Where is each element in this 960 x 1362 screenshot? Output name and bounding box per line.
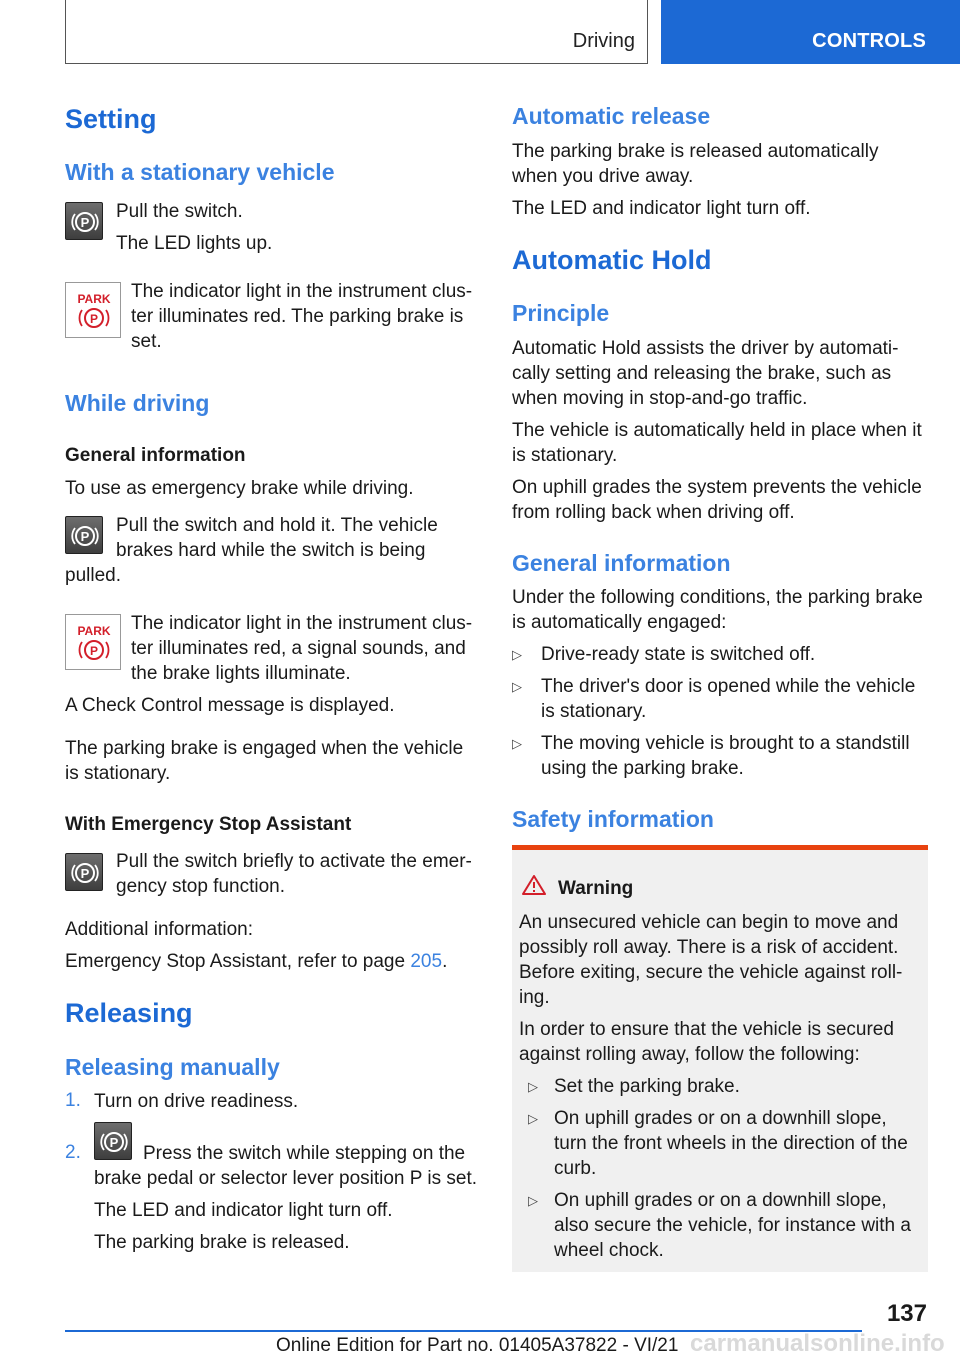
park-indicator-icon xyxy=(65,282,121,338)
bullet-triangle-icon: ▷ xyxy=(512,736,522,751)
text-bullet2-l2: is stationary. xyxy=(541,701,647,722)
text-principle-l3: when moving in stop-and-go traffic. xyxy=(512,388,808,409)
header-chapter-tab xyxy=(661,0,960,64)
text-conditions-l1: Under the following conditions, the parking brake xyxy=(512,587,923,608)
warning-b3-l3: wheel chock. xyxy=(554,1240,664,1261)
heading-stationary: With a stationary vehicle xyxy=(65,159,335,185)
text-bullet1: Drive-ready state is switched off. xyxy=(541,644,816,665)
text-indicator2-l1: The indicator light in the instrument clus‐ xyxy=(131,613,473,634)
parking-switch-icon xyxy=(65,516,103,554)
heading-general-info-right: General information xyxy=(512,550,731,576)
bullet-triangle-icon: ▷ xyxy=(528,1079,538,1094)
text-principle-l1: Automatic Hold assists the driver by automati‐ xyxy=(512,338,899,359)
text-esa-ref xyxy=(65,949,447,974)
warning-b3-l2: also secure the vehicle, for instance with a xyxy=(554,1215,911,1236)
heading-releasing: Releasing xyxy=(65,998,193,1028)
bullet-triangle-icon: ▷ xyxy=(528,1111,538,1126)
text-step2-l1: Press the switch while stepping on the xyxy=(143,1143,466,1164)
heading-automatic-release: Automatic release xyxy=(512,103,711,129)
text-principle-l2: cally setting and releasing the brake, such as xyxy=(512,363,892,384)
link-page-205[interactable]: 205 xyxy=(410,951,443,972)
step1-number: 1. xyxy=(65,1090,81,1111)
text-engaged-l1: The parking brake is engaged when the vehicle xyxy=(65,738,464,759)
warning-p2-l2: against rolling away, follow the following: xyxy=(519,1044,860,1065)
header-section-tab xyxy=(65,0,648,64)
text-held-l2: is stationary. xyxy=(512,445,618,466)
text-pull-hold-l3: pulled. xyxy=(65,565,121,586)
text-indicator2-l3: the brake lights illuminate. xyxy=(131,663,351,684)
svg-text:P: P xyxy=(80,215,90,230)
watermark: carmanualsonline.info xyxy=(690,1330,945,1357)
bullet-triangle-icon: ▷ xyxy=(512,679,522,694)
heading-safety-info: Safety information xyxy=(512,806,714,832)
text-pull-hold-l1: Pull the switch and hold it. The vehicle xyxy=(116,515,438,536)
heading-while-driving: While driving xyxy=(65,390,210,416)
text-indicator2-l2: ter illuminates red, a signal sounds, and xyxy=(131,638,466,659)
text-esa-l2: gency stop function. xyxy=(116,876,285,897)
text-esa-ref-label: Emergency Stop Assistant, refer to page xyxy=(65,951,411,972)
text-indicator1-l2: ter illuminates red. The parking brake is xyxy=(131,306,464,327)
text-auto-release-l2: when you drive away. xyxy=(512,166,694,187)
heading-releasing-manually: Releasing manually xyxy=(65,1054,280,1080)
warning-p1-l3: Before exiting, secure the vehicle against roll‐ xyxy=(519,962,903,983)
header-section: Driving xyxy=(572,30,635,52)
text-step2-released: The parking brake is released. xyxy=(94,1232,350,1253)
warning-triangle-icon xyxy=(521,874,547,901)
footer-edition: Online Edition for Part no. 01405A37822 - VI/21 xyxy=(276,1335,679,1356)
text-uphill-l1: On uphill grades the system prevents the vehicle xyxy=(512,477,922,498)
warning-p1-l4: ing. xyxy=(519,987,550,1008)
warning-b3-l1: On uphill grades or on a downhill slope, xyxy=(554,1190,887,1211)
warning-p1-l1: An unsecured vehicle can begin to move and xyxy=(519,912,899,933)
warning-b1: Set the parking brake. xyxy=(554,1076,740,1097)
heading-principle: Principle xyxy=(512,300,610,326)
svg-text:P: P xyxy=(80,866,90,881)
text-esa-l1: Pull the switch briefly to activate the emer‐ xyxy=(116,851,472,872)
svg-text:P: P xyxy=(89,644,99,658)
text-step2-l2: brake pedal or selector lever position P is set. xyxy=(94,1168,478,1189)
header-chapter: CONTROLS xyxy=(812,30,926,52)
text-emergency-use: To use as emergency brake while driving. xyxy=(65,478,414,499)
warning-b2-l3: curb. xyxy=(554,1158,597,1179)
warning-box xyxy=(512,845,928,1272)
heading-automatic-hold: Automatic Hold xyxy=(512,245,712,275)
text-led-up: The LED lights up. xyxy=(116,233,273,254)
park-indicator-icon xyxy=(65,614,121,670)
warning-p2-l1: In order to ensure that the vehicle is secured xyxy=(519,1019,894,1040)
warning-b2-l2: turn the front wheels in the direction of the xyxy=(554,1133,908,1154)
text-uphill-l2: from rolling back when driving off. xyxy=(512,502,795,523)
parking-switch-icon xyxy=(65,853,103,891)
step2-number: 2. xyxy=(65,1142,81,1163)
text-pull-hold-l2: brakes hard while the switch is being xyxy=(116,540,426,561)
heading-general-info-left: General information xyxy=(65,445,246,466)
warning-title: Warning xyxy=(558,878,634,899)
bullet-triangle-icon: ▷ xyxy=(528,1193,538,1208)
text-additional: Additional information: xyxy=(65,919,253,940)
text-step1: Turn on drive readiness. xyxy=(94,1091,299,1112)
text-held-l1: The vehicle is automatically held in place when it xyxy=(512,420,922,441)
heading-esa: With Emergency Stop Assistant xyxy=(65,814,352,835)
text-bullet2-l1: The driver's door is opened while the vehicle xyxy=(541,676,916,697)
text-conditions-l2: is automatically engaged: xyxy=(512,612,727,633)
text-esa-ref-dot: . xyxy=(442,951,448,972)
text-indicator1-l3: set. xyxy=(131,331,162,352)
text-step2-led: The LED and indicator light turn off. xyxy=(94,1200,393,1221)
svg-text:PARK: PARK xyxy=(77,292,111,306)
text-bullet3-l2: using the parking brake. xyxy=(541,758,744,779)
text-auto-release-led: The LED and indicator light turn off. xyxy=(512,198,811,219)
page-number: 137 xyxy=(886,1300,927,1327)
svg-text:P: P xyxy=(80,529,90,544)
svg-text:P: P xyxy=(89,312,99,326)
text-engaged-l2: is stationary. xyxy=(65,763,171,784)
text-indicator1-l1: The indicator light in the instrument clus‐ xyxy=(131,281,473,302)
parking-switch-icon xyxy=(65,202,103,240)
text-bullet3-l1: The moving vehicle is brought to a standstill xyxy=(541,733,910,754)
bullet-triangle-icon: ▷ xyxy=(512,647,522,662)
svg-text:P: P xyxy=(109,1135,119,1150)
warning-b2-l1: On uphill grades or on a downhill slope, xyxy=(554,1108,887,1129)
parking-switch-icon xyxy=(94,1122,132,1160)
text-auto-release-l1: The parking brake is released automatically xyxy=(512,141,879,162)
warning-p1-l2: possibly roll away. There is a risk of accident. xyxy=(519,937,899,958)
text-pull-switch: Pull the switch. xyxy=(116,201,243,222)
text-check-control: A Check Control message is displayed. xyxy=(65,695,395,716)
heading-setting: Setting xyxy=(65,104,157,134)
svg-text:PARK: PARK xyxy=(77,624,111,638)
